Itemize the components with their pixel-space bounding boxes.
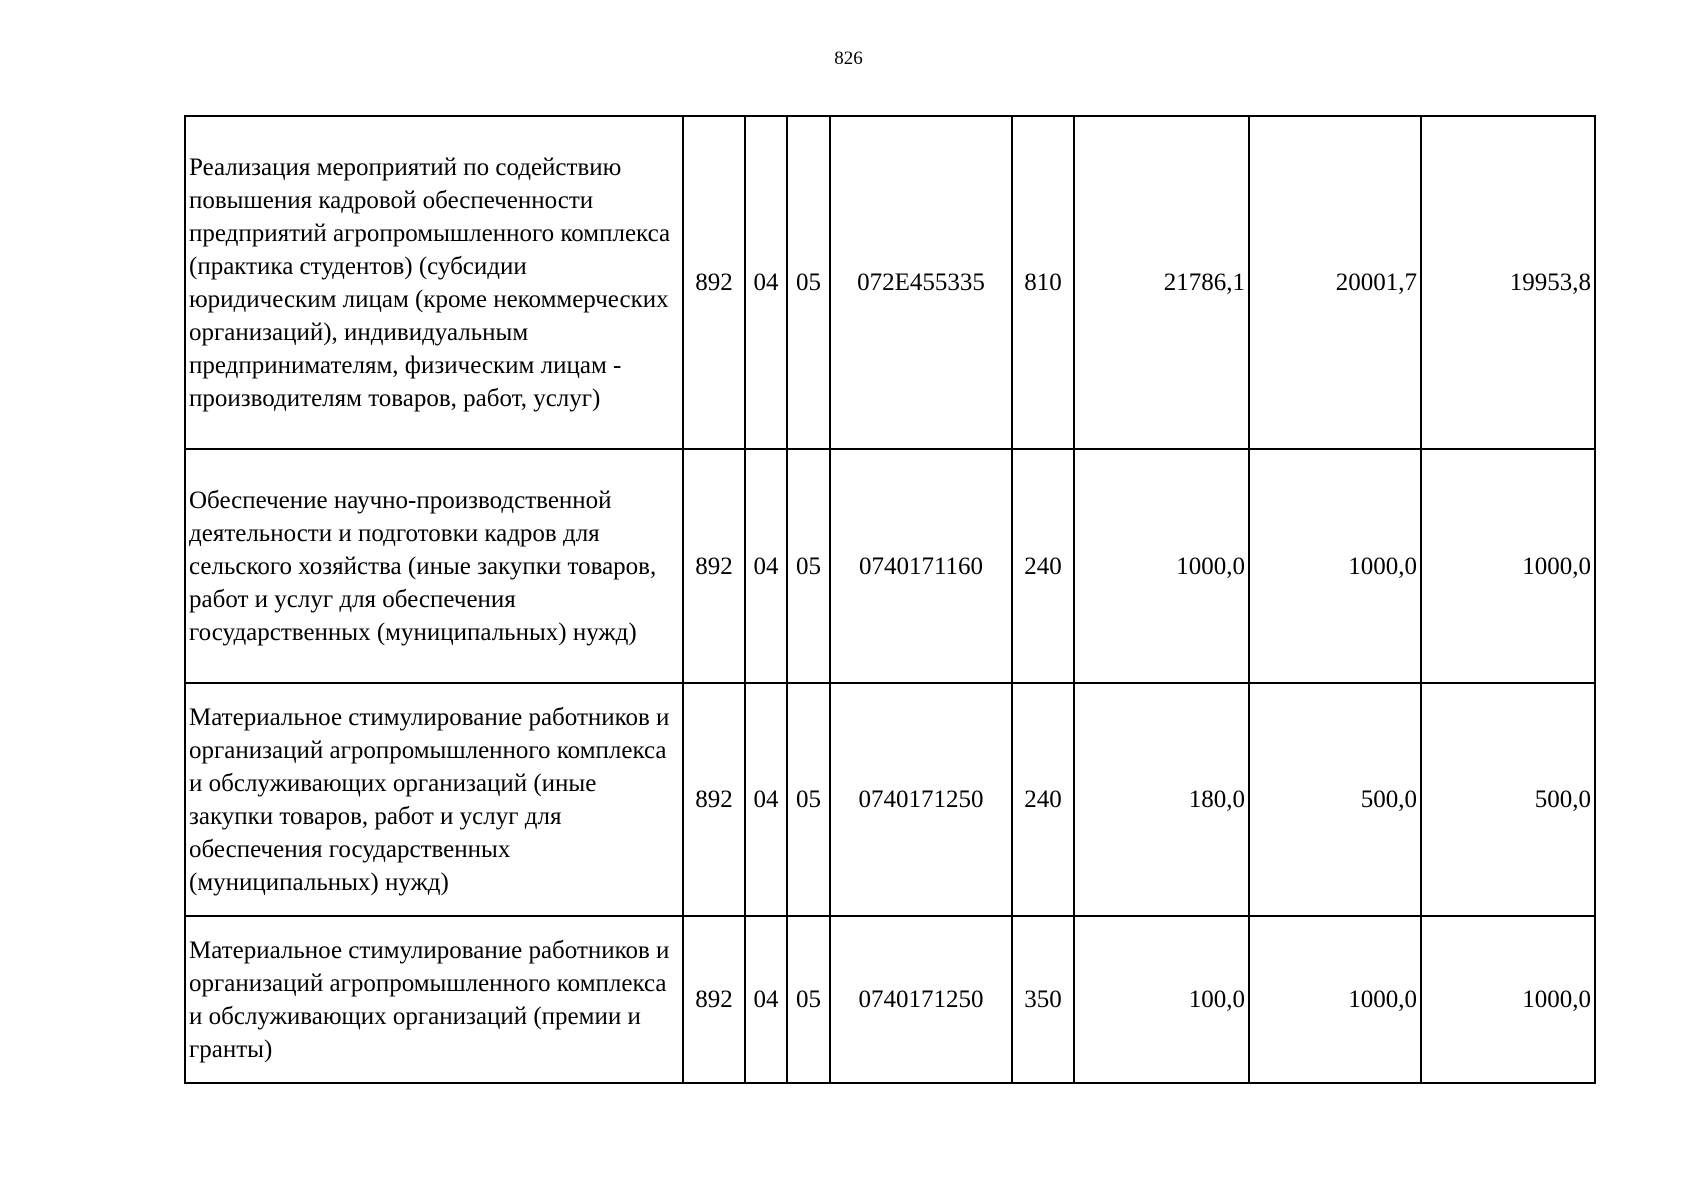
target-article-code: 0740171250 — [830, 916, 1012, 1083]
amount-2: 1000,0 — [1249, 916, 1421, 1083]
section-code: 04 — [745, 449, 787, 683]
amount-1: 180,0 — [1074, 683, 1249, 916]
target-article-code: 072E455335 — [830, 116, 1012, 449]
target-article-code: 0740171250 — [830, 683, 1012, 916]
table-row — [185, 116, 1595, 449]
subsection-code: 05 — [787, 449, 830, 683]
table-row — [185, 916, 1595, 1083]
amount-2: 500,0 — [1249, 683, 1421, 916]
row-name: Обеспечение научно-производственной деятельности и подготовки кадров для сельского хозяйства (иные закупки товаров, работ и услуг для обеспечения государственных (муниципальных) нужд) — [185, 449, 683, 683]
amount-3: 19953,8 — [1421, 116, 1595, 449]
section-code: 04 — [745, 683, 787, 916]
expense-type-code: 240 — [1012, 683, 1074, 916]
amount-3: 1000,0 — [1421, 916, 1595, 1083]
section-code: 04 — [745, 916, 787, 1083]
ministry-code: 892 — [683, 683, 745, 916]
budget-table — [184, 115, 1596, 1084]
section-code: 04 — [745, 116, 787, 449]
subsection-code: 05 — [787, 683, 830, 916]
amount-2: 1000,0 — [1249, 449, 1421, 683]
subsection-code: 05 — [787, 916, 830, 1083]
amount-1: 100,0 — [1074, 916, 1249, 1083]
target-article-code: 0740171160 — [830, 449, 1012, 683]
table-row — [185, 683, 1595, 916]
expense-type-code: 350 — [1012, 916, 1074, 1083]
amount-3: 500,0 — [1421, 683, 1595, 916]
subsection-code: 05 — [787, 116, 830, 449]
table-row — [185, 449, 1595, 683]
amount-2: 20001,7 — [1249, 116, 1421, 449]
ministry-code: 892 — [683, 449, 745, 683]
expense-type-code: 810 — [1012, 116, 1074, 449]
row-name: Реализация мероприятий по содействию повышения кадровой обеспеченности предприятий агропромышленного комплекса (практика студентов) (субсидии юридическим лицам (кроме некоммерческих организаций), индивидуальным предпринимателям, физическим лицам - производителям товаров, работ, услуг) — [185, 116, 683, 449]
ministry-code: 892 — [683, 116, 745, 449]
expense-type-code: 240 — [1012, 449, 1074, 683]
amount-3: 1000,0 — [1421, 449, 1595, 683]
row-name: Материальное стимулирование работников и организаций агропромышленного комплекса и обслуживающих организаций (премии и гранты) — [185, 916, 683, 1083]
amount-1: 21786,1 — [1074, 116, 1249, 449]
amount-1: 1000,0 — [1074, 449, 1249, 683]
page-number: 826 — [834, 48, 863, 69]
ministry-code: 892 — [683, 916, 745, 1083]
row-name: Материальное стимулирование работников и организаций агропромышленного комплекса и обслуживающих организаций (иные закупки товаров, работ и услуг для обеспечения государственных (муниципальных) нужд) — [185, 683, 683, 916]
